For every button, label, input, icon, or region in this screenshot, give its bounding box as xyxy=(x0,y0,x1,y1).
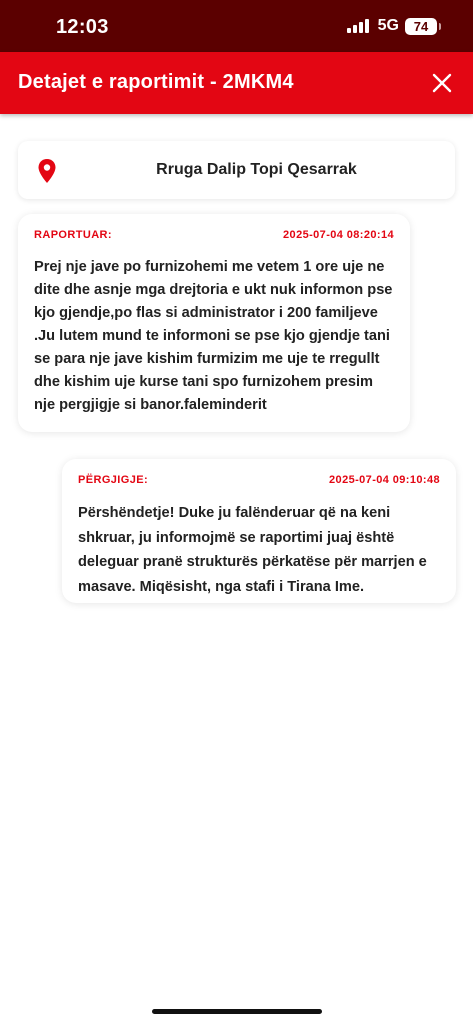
reply-line: shkruar, ju informojmë se raportimi juaj është xyxy=(78,529,395,546)
reply-line: Përshëndetje! Duke ju falënderuar që na keni xyxy=(78,505,391,521)
status-indicators xyxy=(347,17,437,35)
reply-label: PËRGJIGJE: xyxy=(78,474,149,486)
close-button[interactable] xyxy=(427,68,457,98)
report-line: nje pergjigje si banor.faleminderit xyxy=(34,397,267,413)
report-line: dhe kishim uje kurse tani spo furnizohem presim xyxy=(34,374,373,390)
reply-header xyxy=(78,474,440,486)
page-title: Detajet e raportimit - 2MKM4 xyxy=(18,71,294,93)
status-bar xyxy=(0,0,473,52)
report-label: RAPORTUAR: xyxy=(34,229,112,241)
location-address: Rruga Dalip Topi Qesarrak xyxy=(156,161,357,178)
reply-line: masave. Miqësisht, nga stafi i Tirana Ime. xyxy=(78,578,365,595)
report-line: Prej nje jave po furnizohemi me vetem 1 ore uje ne xyxy=(34,259,385,275)
network-type: 5G xyxy=(377,17,399,34)
location-card xyxy=(18,141,455,199)
report-timestamp: 2025-07-04 08:20:14 xyxy=(283,229,394,241)
report-line: .Ju lutem mund te informoni se pse kjo gjendje tani xyxy=(34,328,390,344)
reply-line: deleguar pranë strukturës përkatëse për marrjen e xyxy=(78,554,427,570)
report-line: se para nje jave kishim furmizim me uje te rregullt xyxy=(34,351,380,367)
report-line: kjo gjendje,po flas si administrator i 200 familjeve xyxy=(34,305,378,321)
reply-text xyxy=(78,501,442,599)
report-header xyxy=(34,229,394,241)
battery-icon: 74 xyxy=(405,18,437,35)
reply-timestamp: 2025-07-04 09:10:48 xyxy=(329,474,440,486)
status-time: 12:03 xyxy=(56,16,109,38)
report-message-card xyxy=(18,214,410,432)
home-indicator[interactable] xyxy=(152,1009,322,1014)
report-text xyxy=(34,256,396,417)
report-line: dite dhe asnje mga drejtoria e ukt nuk informon pse xyxy=(34,282,393,298)
close-icon xyxy=(427,68,457,98)
signal-icon xyxy=(347,19,371,33)
reply-message-card xyxy=(62,459,456,603)
app-bar xyxy=(0,52,473,114)
